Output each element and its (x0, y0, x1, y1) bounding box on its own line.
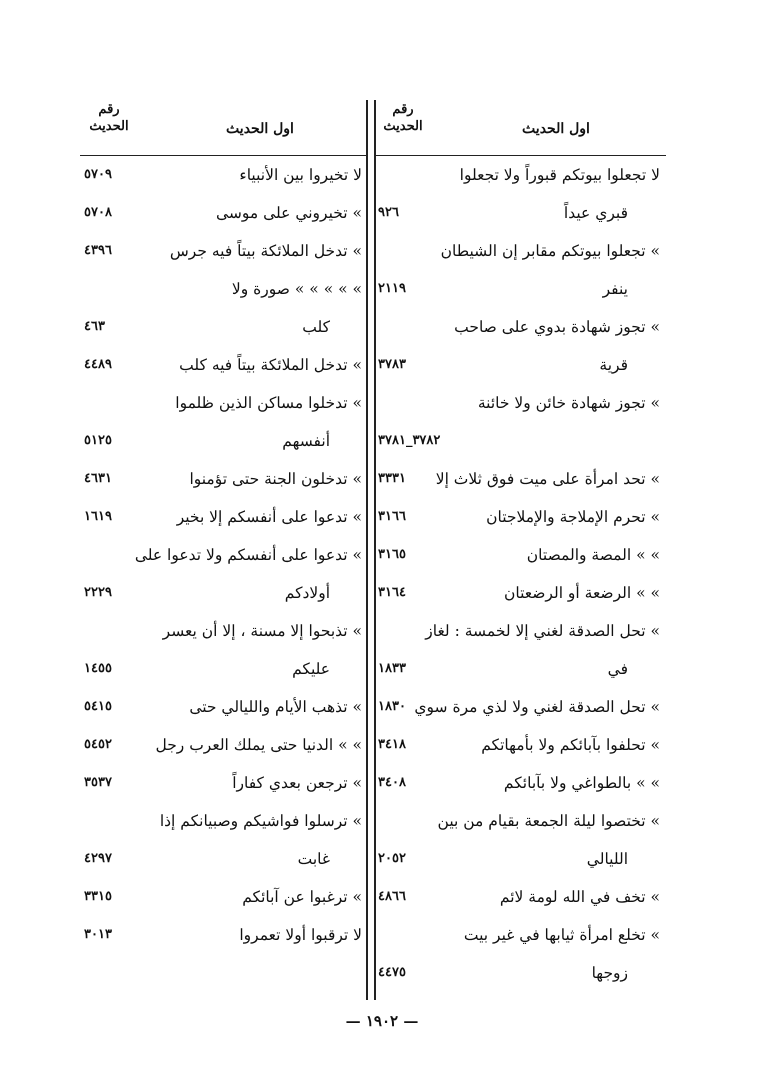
hadith-number: ٤٤٧٥ (378, 965, 406, 980)
list-item (80, 840, 368, 878)
hadith-opening-text: » تجوز شهادة خائن ولا خائنة (477, 394, 660, 412)
list-item (376, 916, 666, 954)
hadith-opening-text: لا تجعلوا بيوتكم قبوراً ولا تجعلوا (459, 166, 660, 184)
hadith-opening-text: قرية (599, 356, 628, 374)
list-item (80, 764, 368, 802)
hadith-opening-text: » » الرضعة أو الرضعتان (504, 584, 660, 602)
hadith-number: ٣٧٨٣ (378, 357, 406, 372)
hadith-number: ٣٣٣١ (378, 471, 406, 486)
list-item (376, 460, 666, 498)
hadith-opening-text: » تدعوا على أنفسكم ولا تدعوا على (134, 546, 362, 564)
list-item (80, 498, 368, 536)
list-item (80, 612, 368, 650)
hadith-opening-text: » تختصوا ليلة الجمعة بقيام من بين (437, 812, 660, 830)
page-number: — ١٩٠٢ — (345, 1012, 419, 1030)
list-item (80, 802, 368, 840)
hadith-number: ٤٨٦٦ (378, 889, 406, 904)
hadith-number: ٥٤١٥ (84, 699, 112, 714)
hadith-opening-text: عليكم (292, 660, 330, 678)
list-item (80, 156, 368, 194)
list-item (80, 536, 368, 574)
hadith-number: ١٦١٩ (84, 509, 112, 524)
number-header-line2: الحديث (89, 119, 129, 134)
column-header (80, 97, 368, 156)
number-header (378, 101, 428, 135)
hadith-number: ٣٥٣٧ (84, 775, 112, 790)
number-header-line1: رقم (392, 102, 414, 117)
list-item (80, 346, 368, 384)
list-item (376, 232, 666, 270)
hadith-opening-text: » تذهب الأيام والليالي حتى (189, 698, 362, 716)
hadith-opening-text: » تخف في الله لومة لائم (499, 888, 660, 906)
hadith-number: ١٨٣٣ (378, 661, 406, 676)
list-item (80, 194, 368, 232)
hadith-opening-text: » تحلفوا بآبائكم ولا بأمهاتكم (481, 736, 660, 754)
number-header-line2: الحديث (383, 119, 423, 134)
hadith-list-right (376, 156, 666, 992)
list-item (376, 612, 666, 650)
list-item (80, 650, 368, 688)
hadith-opening-text: » ترغبوا عن آبائكم (242, 888, 362, 906)
hadith-number: ٣١٦٥ (378, 547, 406, 562)
hadith-opening-text: غابت (297, 850, 330, 868)
hadith-opening-text: » تخلع امرأة ثيابها في غير بيت (463, 926, 660, 944)
hadith-opening-text: » تدخلون الجنة حتى تؤمنوا (189, 470, 362, 488)
hadith-opening-text: » تدخل الملائكة بيتاً فيه جرس (169, 242, 362, 260)
list-item (376, 270, 666, 308)
number-header (84, 101, 134, 135)
list-item (376, 346, 666, 384)
hadith-opening-text: ينفر (602, 280, 628, 298)
hadith-opening-text: » تحل الصدقة لغني إلا لخمسة : لغاز (425, 622, 660, 640)
list-item (376, 726, 666, 764)
hadith-number: ٥١٢٥ (84, 433, 112, 448)
list-item (376, 384, 666, 422)
list-item (80, 308, 368, 346)
hadith-opening-text: » تجوز شهادة بدوي على صاحب (454, 318, 660, 336)
list-item (376, 536, 666, 574)
hadith-opening-text: » » الدنيا حتى يملك العرب رجل (155, 736, 362, 754)
hadith-list-left (80, 156, 368, 954)
hadith-number: ٢٠٥٢ (378, 851, 406, 866)
list-item (80, 878, 368, 916)
hadith-number: ٣٣١٥ (84, 889, 112, 904)
list-item (80, 232, 368, 270)
list-item (376, 802, 666, 840)
list-item (376, 574, 666, 612)
hadith-number: ٣٧٨٢_٣٧٨١ (378, 433, 441, 448)
hadith-number: ٤٣٩٦ (84, 243, 112, 258)
hadith-opening-text: كلب (302, 318, 330, 336)
hadith-number: ٣١٦٦ (378, 509, 406, 524)
list-item (80, 726, 368, 764)
list-item (376, 954, 666, 992)
list-item (376, 156, 666, 194)
hadith-opening-text: » تدعوا على أنفسكم إلا بخير (176, 508, 362, 526)
hadith-number: ٥٧٠٨ (84, 205, 112, 220)
hadith-number: ٩٢٦ (378, 205, 399, 220)
list-item (80, 384, 368, 422)
list-item (376, 878, 666, 916)
hadith-opening-text: » » المصة والمصتان (526, 546, 660, 564)
hadith-opening-text: أولادكم (284, 584, 330, 602)
list-item (376, 764, 666, 802)
hadith-opening-text: لا ترقبوا أولا تعمروا (239, 926, 362, 944)
hadith-number: ١٤٥٥ (84, 661, 112, 676)
hadith-number: ٥٤٥٢ (84, 737, 112, 752)
list-item (376, 194, 666, 232)
index-column-left (80, 97, 368, 954)
hadith-opening-text: » تجعلوا بيوتكم مقابر إن الشيطان (440, 242, 660, 260)
list-item (376, 688, 666, 726)
hadith-number: ٣٤١٨ (378, 737, 406, 752)
hadith-opening-text: » » » » » صورة ولا (231, 280, 362, 298)
hadith-opening-text: » تحرم الإملاجة والإملاجتان (486, 508, 660, 526)
number-header-line1: رقم (98, 102, 120, 117)
list-item (376, 308, 666, 346)
hadith-opening-text: » تحل الصدقة لغني ولا لذي مرة سوي (414, 698, 660, 716)
hadith-opening-text: قبري عيداً (563, 204, 628, 222)
list-item (80, 916, 368, 954)
hadith-number: ٤٦٣ (84, 319, 105, 334)
title-header: اول الحديث (226, 121, 294, 137)
list-item (376, 498, 666, 536)
hadith-opening-text: الليالي (586, 850, 628, 868)
list-item (80, 270, 368, 308)
hadith-opening-text: في (607, 660, 628, 678)
list-item (80, 460, 368, 498)
hadith-opening-text: لا تخيروا بين الأنبياء (239, 166, 362, 184)
hadith-number: ٤٤٨٩ (84, 357, 112, 372)
title-header: اول الحديث (522, 121, 590, 137)
hadith-number: ٥٧٠٩ (84, 167, 112, 182)
hadith-opening-text: أنفسهم (282, 432, 330, 450)
hadith-opening-text: » ترسلوا فواشيكم وصبيانكم إذا (159, 812, 362, 830)
hadith-opening-text: » تدخلوا مساكن الذين ظلموا (175, 394, 362, 412)
hadith-number: ٢٢٢٩ (84, 585, 112, 600)
list-item (376, 840, 666, 878)
column-header (376, 97, 666, 156)
list-item (376, 650, 666, 688)
list-item (376, 422, 666, 460)
index-column-right (376, 97, 666, 992)
hadith-opening-text: » تخيروني على موسى (215, 204, 362, 222)
list-item (80, 688, 368, 726)
hadith-opening-text: » » بالطواغي ولا بآبائكم (503, 774, 660, 792)
hadith-opening-text: » ترجعن بعدي كفاراً (232, 774, 362, 792)
hadith-opening-text: زوجها (591, 964, 628, 982)
hadith-opening-text: » تذبحوا إلا مسنة ، إلا أن يعسر (162, 622, 362, 640)
hadith-opening-text: » تحد امرأة على ميت فوق ثلاث إلا (435, 470, 660, 488)
list-item (80, 574, 368, 612)
hadith-number: ٣١٦٤ (378, 585, 406, 600)
hadith-number: ٢١١٩ (378, 281, 406, 296)
list-item (80, 422, 368, 460)
hadith-number: ١٨٣٠ (378, 699, 406, 714)
hadith-number: ٤٦٣١ (84, 471, 112, 486)
hadith-opening-text: » تدخل الملائكة بيتاً فيه كلب (179, 356, 362, 374)
hadith-number: ٣٤٠٨ (378, 775, 406, 790)
hadith-number: ٣٠١٣ (84, 927, 112, 942)
hadith-number: ٤٢٩٧ (84, 851, 112, 866)
